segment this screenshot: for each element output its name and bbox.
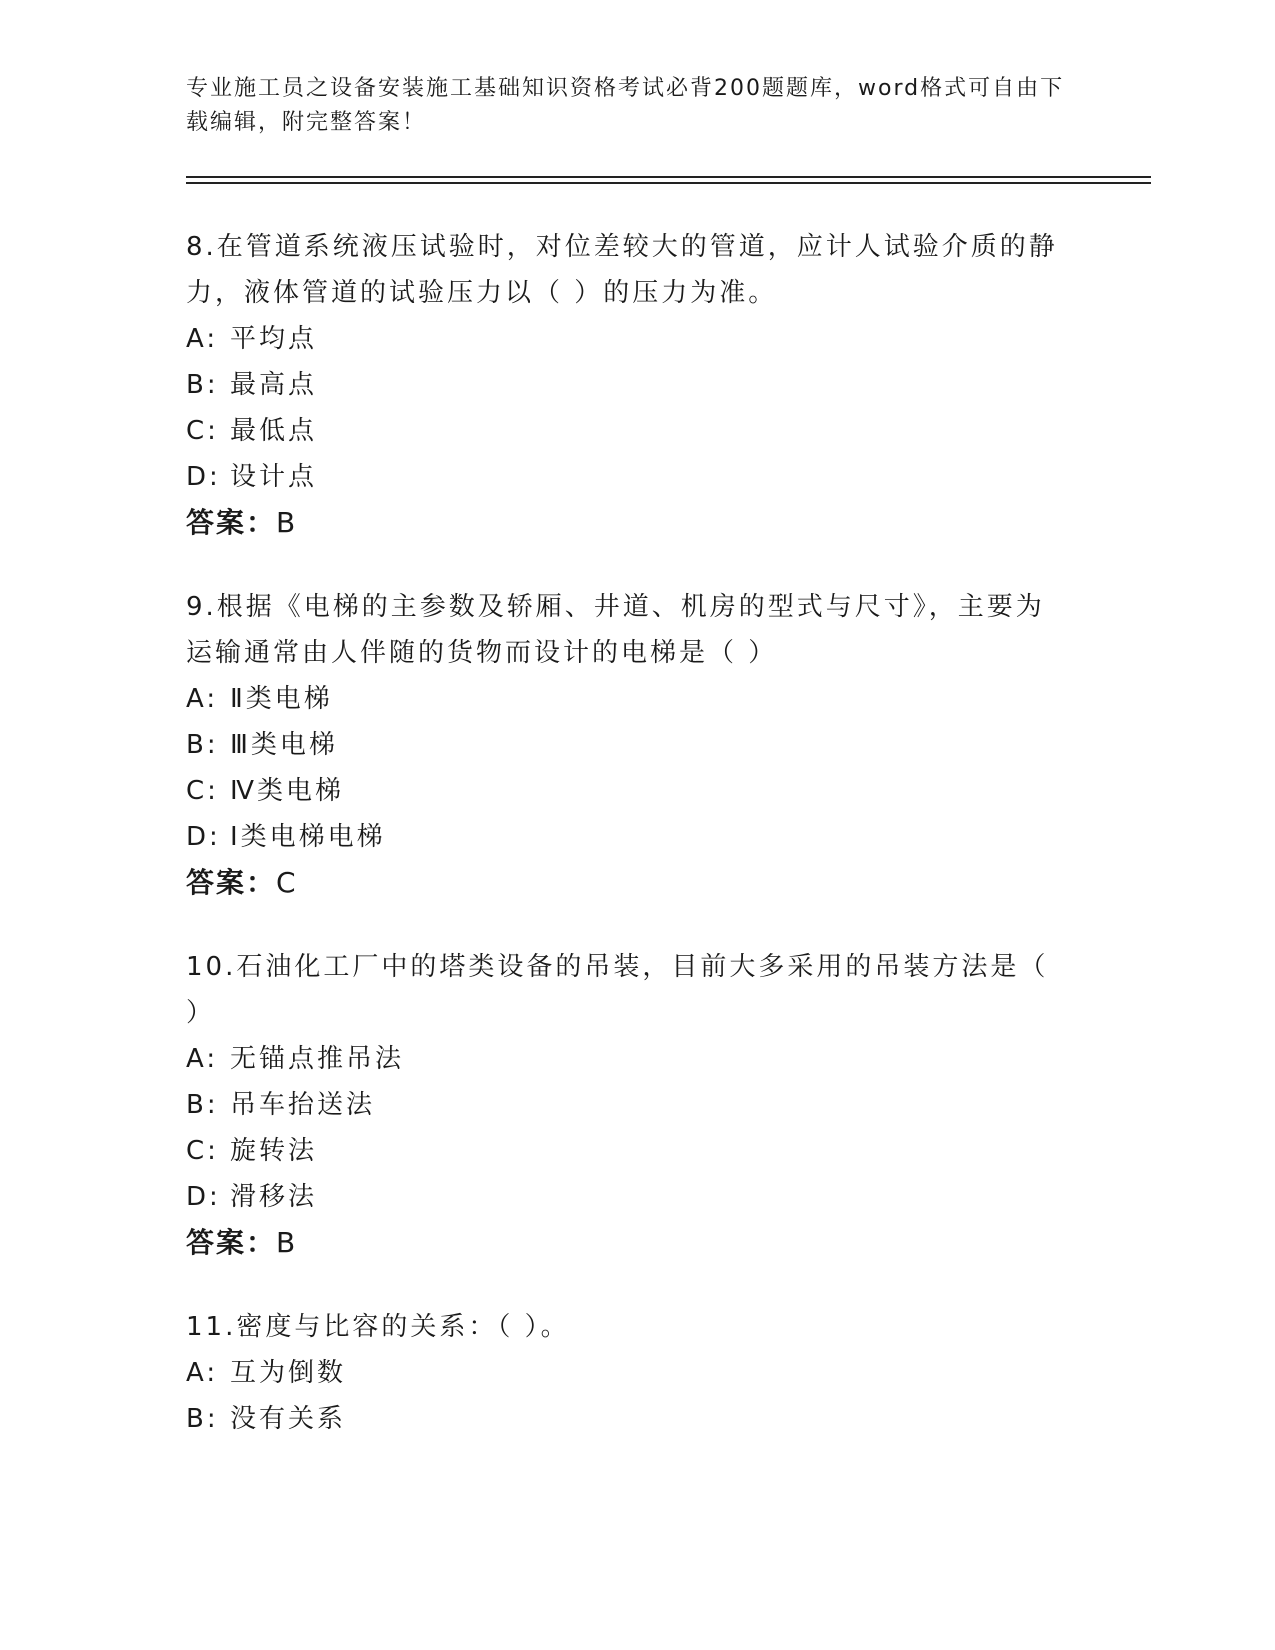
option-text: Ⅱ类电梯 (230, 684, 333, 714)
option-letter: B: (186, 1090, 219, 1120)
answer-line (186, 860, 1066, 906)
option-text: 滑移法 (230, 1182, 318, 1212)
option-text: Ⅲ类电梯 (230, 730, 338, 760)
answer-value: B (276, 506, 298, 539)
option-text: 互为倒数 (230, 1358, 347, 1388)
header-divider-top (186, 176, 1151, 178)
option-text: 吊车抬送法 (230, 1090, 376, 1120)
question-stem: 11.密度与比容的关系：（ ）。 (186, 1312, 570, 1342)
option-letter: D: (186, 462, 221, 492)
question-11 (186, 1304, 1066, 1442)
option-a (186, 316, 1066, 362)
option-letter: A: (186, 1358, 219, 1388)
option-letter: B: (186, 1404, 219, 1434)
answer-value: B (276, 1226, 298, 1259)
option-letter: D: (186, 822, 221, 852)
option-c (186, 1128, 1066, 1174)
header-title: 专业施工员之设备安装施工基础知识资格考试必背200题题库，word格式可自由下载编辑，附完整答案！ (186, 76, 1065, 135)
option-text: 没有关系 (230, 1404, 347, 1434)
option-text: 平均点 (230, 324, 318, 354)
option-b (186, 722, 1066, 768)
option-c (186, 408, 1066, 454)
option-letter: A: (186, 684, 219, 714)
option-text: Ⅳ类电梯 (230, 776, 344, 806)
answer-line (186, 500, 1066, 546)
option-letter: B: (186, 370, 219, 400)
option-letter: C: (186, 776, 219, 806)
question-stem: 10.石油化工厂中的塔类设备的吊装，目前大多采用的吊装方法是（ ） (186, 952, 1049, 1028)
option-a (186, 1350, 1066, 1396)
option-a (186, 1036, 1066, 1082)
option-letter: A: (186, 324, 219, 354)
option-a (186, 676, 1066, 722)
header-divider-bottom (186, 182, 1151, 184)
option-letter: D: (186, 1182, 221, 1212)
answer-line (186, 1220, 1066, 1266)
answer-label: 答案： (186, 506, 277, 539)
option-d (186, 454, 1066, 500)
option-text: 最高点 (230, 370, 318, 400)
option-letter: C: (186, 1136, 219, 1166)
option-text: 最低点 (230, 416, 318, 446)
option-b (186, 362, 1066, 408)
question-stem: 9.根据《电梯的主参数及轿厢、井道、机房的型式与尺寸》，主要为运输通常由人伴随的货物而设计的电梯是（ ） (186, 592, 1045, 668)
option-letter: B: (186, 730, 219, 760)
option-text: 设计点 (230, 462, 318, 492)
option-letter: C: (186, 416, 219, 446)
option-d (186, 814, 1066, 860)
option-text: Ⅰ类电梯电梯 (230, 822, 386, 852)
option-c (186, 768, 1066, 814)
option-b (186, 1396, 1066, 1442)
question-9 (186, 584, 1066, 906)
answer-value: C (276, 866, 298, 899)
document-header (186, 72, 1066, 140)
option-text: 旋转法 (230, 1136, 318, 1166)
question-stem: 8.在管道系统液压试验时，对位差较大的管道，应计人试验介质的静力，液体管道的试验压力以（ ）的压力为准。 (186, 232, 1058, 308)
question-10 (186, 944, 1066, 1266)
option-b (186, 1082, 1066, 1128)
option-text: 无锚点推吊法 (230, 1044, 405, 1074)
answer-label: 答案： (186, 866, 277, 899)
answer-label: 答案： (186, 1226, 277, 1259)
option-letter: A: (186, 1044, 219, 1074)
option-d (186, 1174, 1066, 1220)
question-8 (186, 224, 1066, 546)
